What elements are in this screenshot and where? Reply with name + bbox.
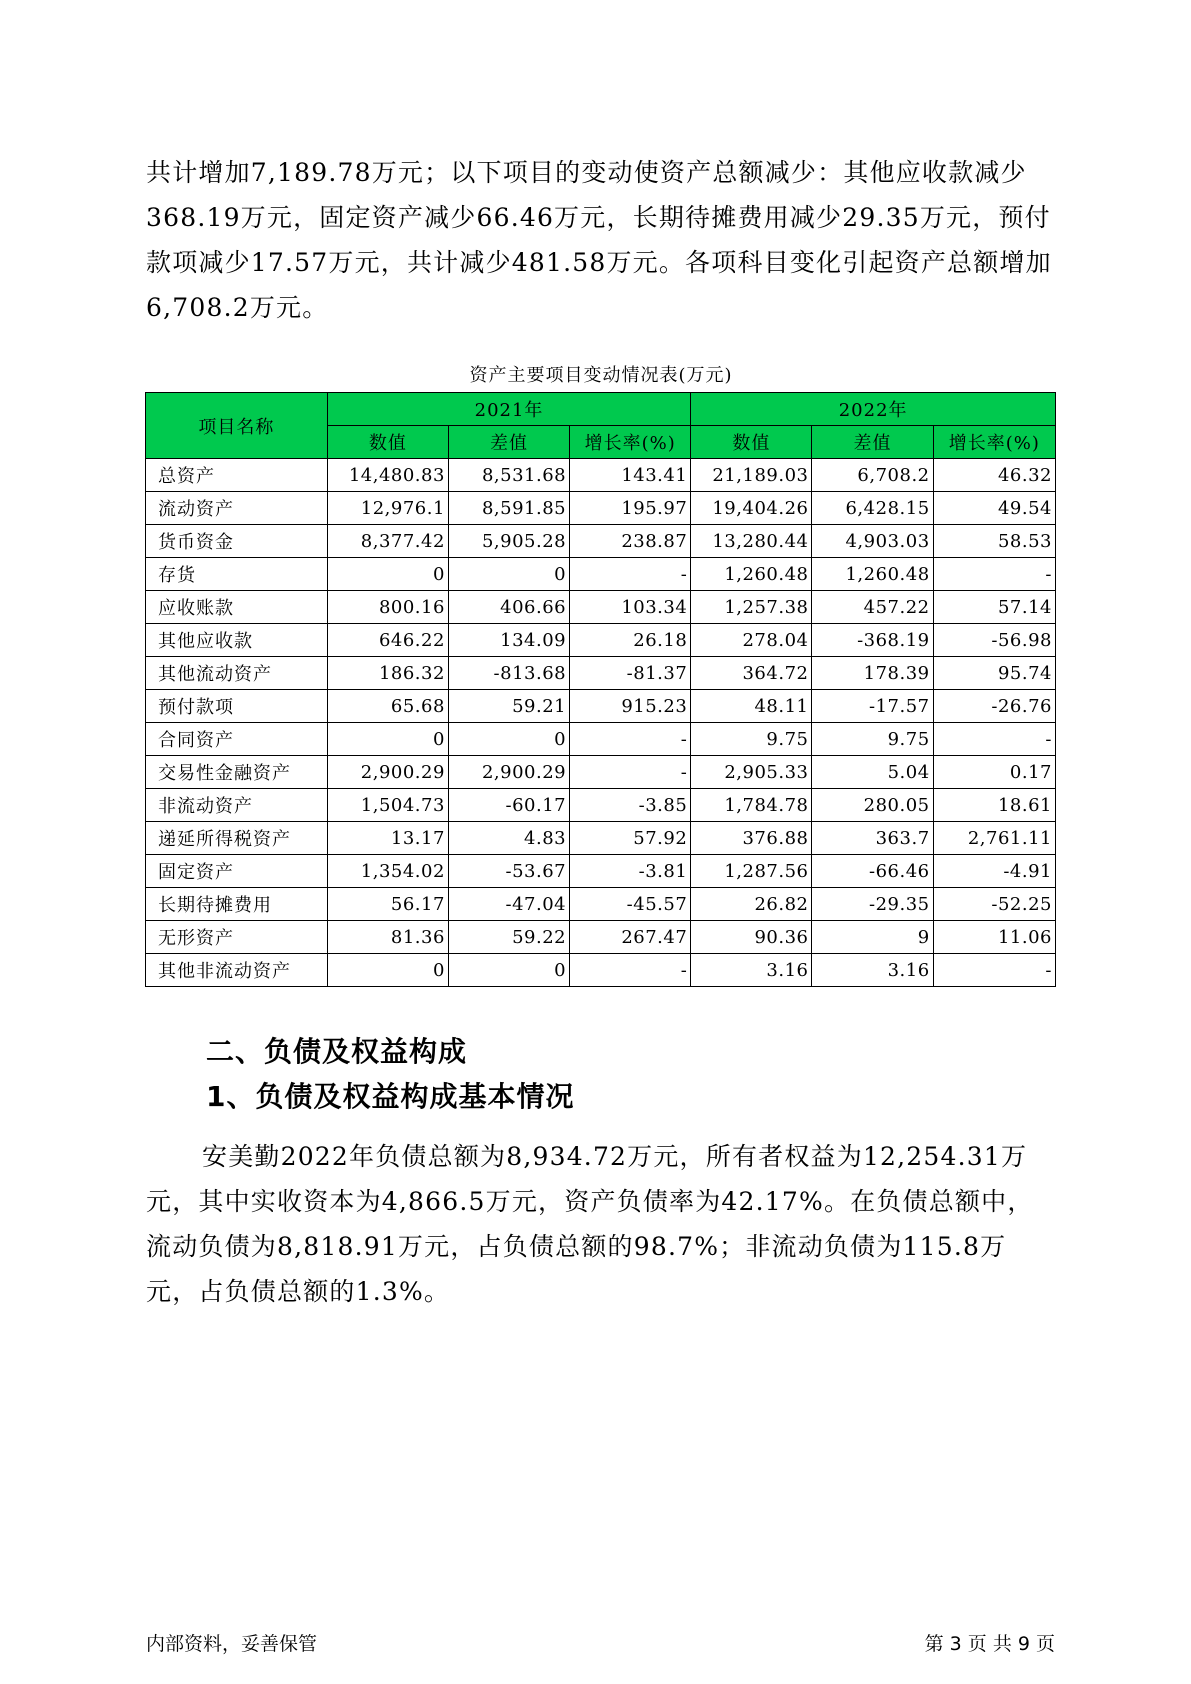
table-cell: 49.54 xyxy=(933,492,1055,525)
table-cell: 2,761.11 xyxy=(933,822,1055,855)
table-row xyxy=(146,624,1056,657)
table-cell: 57.92 xyxy=(570,822,691,855)
table-cell: 134.09 xyxy=(448,624,569,657)
row-item-name: 递延所得税资产 xyxy=(146,822,328,855)
row-item-name: 无形资产 xyxy=(146,921,328,954)
table-cell: 19,404.26 xyxy=(691,492,812,525)
table-cell: 278.04 xyxy=(691,624,812,657)
table-caption: 资产主要项目变动情况表(万元) xyxy=(469,365,733,386)
table-row xyxy=(146,591,1056,624)
table-cell: 6,428.15 xyxy=(812,492,933,525)
table-cell: 4,903.03 xyxy=(812,525,933,558)
table-row xyxy=(146,459,1056,492)
table-row xyxy=(146,921,1056,954)
table-cell: 178.39 xyxy=(812,657,933,690)
table-cell: 238.87 xyxy=(570,525,691,558)
table-row xyxy=(146,822,1056,855)
row-item-name: 存货 xyxy=(146,558,328,591)
table-row xyxy=(146,888,1056,921)
table-cell: -3.81 xyxy=(570,855,691,888)
table-cell: 57.14 xyxy=(933,591,1055,624)
table-cell: 2,905.33 xyxy=(691,756,812,789)
table-cell: 13,280.44 xyxy=(691,525,812,558)
row-item-name: 应收账款 xyxy=(146,591,328,624)
table-cell: 1,260.48 xyxy=(691,558,812,591)
table-cell: -3.85 xyxy=(570,789,691,822)
table-cell: 5,905.28 xyxy=(448,525,569,558)
asset-change-table xyxy=(145,392,1056,987)
table-cell: 800.16 xyxy=(327,591,448,624)
table-cell: 56.17 xyxy=(327,888,448,921)
table-cell: - xyxy=(570,954,691,987)
row-item-name: 固定资产 xyxy=(146,855,328,888)
table-cell: 1,260.48 xyxy=(812,558,933,591)
table-cell: 4.83 xyxy=(448,822,569,855)
table-cell: 3.16 xyxy=(691,954,812,987)
table-body xyxy=(146,459,1056,987)
table-cell: -60.17 xyxy=(448,789,569,822)
table-cell: 65.68 xyxy=(327,690,448,723)
table-row xyxy=(146,756,1056,789)
table-row xyxy=(146,723,1056,756)
table-cell: 1,504.73 xyxy=(327,789,448,822)
table-cell: -45.57 xyxy=(570,888,691,921)
table-cell: -17.57 xyxy=(812,690,933,723)
row-item-name: 交易性金融资产 xyxy=(146,756,328,789)
row-item-name: 其他流动资产 xyxy=(146,657,328,690)
table-cell: 915.23 xyxy=(570,690,691,723)
table-cell: 18.61 xyxy=(933,789,1055,822)
table-cell: 48.11 xyxy=(691,690,812,723)
table-cell: -26.76 xyxy=(933,690,1055,723)
table-row xyxy=(146,525,1056,558)
table-cell: 143.41 xyxy=(570,459,691,492)
row-item-name: 预付款项 xyxy=(146,690,328,723)
table-cell: 59.22 xyxy=(448,921,569,954)
intro-paragraph: 共计增加7,189.78万元；以下项目的变动使资产总额减少：其他应收款减少368.19万元，固定资产减少66.46万元，长期待摊费用减少29.35万元，预付款项减少17.57万元，共计减少481.58万元。各项科目变化引起资产总额增加6,708.2万元。 xyxy=(146,158,1052,322)
col-header-difference: 差值 xyxy=(812,426,933,459)
col-header-value: 数值 xyxy=(327,426,448,459)
table-cell: 457.22 xyxy=(812,591,933,624)
table-cell: 58.53 xyxy=(933,525,1055,558)
table-cell: 81.36 xyxy=(327,921,448,954)
table-cell: -47.04 xyxy=(448,888,569,921)
subsection-heading: 1、负债及权益构成基本情况 xyxy=(206,1080,575,1113)
table-cell: 59.21 xyxy=(448,690,569,723)
table-cell: 46.32 xyxy=(933,459,1055,492)
table-cell: 1,784.78 xyxy=(691,789,812,822)
table-cell: 376.88 xyxy=(691,822,812,855)
table-cell: 6,708.2 xyxy=(812,459,933,492)
body-paragraph: 安美勤2022年负债总额为8,934.72万元，所有者权益为12,254.31万元，其中实收资本为4,866.5万元，资产负债率为42.17%。在负债总额中，流动负债为8,818.91万元，占负债总额的98.7%；非流动负债为115.8万元，占负债总额的1.3%。 xyxy=(146,1142,1034,1306)
col-header-value: 数值 xyxy=(691,426,812,459)
table-cell: 14,480.83 xyxy=(327,459,448,492)
table-cell: -53.67 xyxy=(448,855,569,888)
year-header-2022: 2022年 xyxy=(691,393,1056,426)
table-cell: 26.82 xyxy=(691,888,812,921)
table-cell: 280.05 xyxy=(812,789,933,822)
table-cell: 0 xyxy=(327,954,448,987)
table-cell: 0 xyxy=(327,558,448,591)
table-cell: 5.04 xyxy=(812,756,933,789)
table-row xyxy=(146,558,1056,591)
table-cell: 13.17 xyxy=(327,822,448,855)
table-row xyxy=(146,657,1056,690)
table-row xyxy=(146,954,1056,987)
table-cell: 1,287.56 xyxy=(691,855,812,888)
table-row xyxy=(146,492,1056,525)
row-item-name: 流动资产 xyxy=(146,492,328,525)
row-item-name: 其他应收款 xyxy=(146,624,328,657)
table-cell: 0.17 xyxy=(933,756,1055,789)
table-cell: -4.91 xyxy=(933,855,1055,888)
table-cell: 267.47 xyxy=(570,921,691,954)
section-heading: 二、负债及权益构成 xyxy=(206,1035,468,1068)
table-row xyxy=(146,855,1056,888)
table-cell: 364.72 xyxy=(691,657,812,690)
table-cell: 1,257.38 xyxy=(691,591,812,624)
col-header-difference: 差值 xyxy=(448,426,569,459)
row-item-name: 总资产 xyxy=(146,459,328,492)
year-header-2021: 2021年 xyxy=(327,393,691,426)
row-item-name: 其他非流动资产 xyxy=(146,954,328,987)
table-cell: 2,900.29 xyxy=(327,756,448,789)
table-cell: 8,531.68 xyxy=(448,459,569,492)
table-cell: 9 xyxy=(812,921,933,954)
table-cell: 646.22 xyxy=(327,624,448,657)
table-cell: -81.37 xyxy=(570,657,691,690)
row-item-name: 合同资产 xyxy=(146,723,328,756)
col-header-growth-rate: 增长率(%) xyxy=(570,426,691,459)
table-cell: 11.06 xyxy=(933,921,1055,954)
table-cell: 0 xyxy=(448,723,569,756)
table-cell: 95.74 xyxy=(933,657,1055,690)
table-cell: 195.97 xyxy=(570,492,691,525)
table-cell: -66.46 xyxy=(812,855,933,888)
table-cell: - xyxy=(570,558,691,591)
table-cell: 186.32 xyxy=(327,657,448,690)
col-header-growth-rate: 增长率(%) xyxy=(933,426,1055,459)
row-item-name: 非流动资产 xyxy=(146,789,328,822)
table-cell: -813.68 xyxy=(448,657,569,690)
table-cell: - xyxy=(933,558,1055,591)
table-cell: 8,377.42 xyxy=(327,525,448,558)
row-item-name: 长期待摊费用 xyxy=(146,888,328,921)
footer-page-number: 第 3 页 共 9 页 xyxy=(924,1633,1055,1655)
table-cell: 26.18 xyxy=(570,624,691,657)
table-cell: - xyxy=(570,723,691,756)
table-cell: 0 xyxy=(448,954,569,987)
table-cell: - xyxy=(570,756,691,789)
table-cell: 3.16 xyxy=(812,954,933,987)
table-cell: 1,354.02 xyxy=(327,855,448,888)
table-cell: 21,189.03 xyxy=(691,459,812,492)
item-name-header: 项目名称 xyxy=(146,393,328,459)
table-cell: 90.36 xyxy=(691,921,812,954)
table-row xyxy=(146,789,1056,822)
table-cell: 8,591.85 xyxy=(448,492,569,525)
table-cell: 0 xyxy=(327,723,448,756)
table-cell: 0 xyxy=(448,558,569,591)
table-cell: -52.25 xyxy=(933,888,1055,921)
footer-confidential-note: 内部资料，妥善保管 xyxy=(146,1633,318,1655)
table-cell: 2,900.29 xyxy=(448,756,569,789)
table-cell: 12,976.1 xyxy=(327,492,448,525)
table-cell: 406.66 xyxy=(448,591,569,624)
table-cell: 9.75 xyxy=(691,723,812,756)
row-item-name: 货币资金 xyxy=(146,525,328,558)
table-cell: -368.19 xyxy=(812,624,933,657)
table-cell: - xyxy=(933,954,1055,987)
table-cell: 363.7 xyxy=(812,822,933,855)
table-row xyxy=(146,690,1056,723)
table-cell: -29.35 xyxy=(812,888,933,921)
table-cell: -56.98 xyxy=(933,624,1055,657)
table-cell: 103.34 xyxy=(570,591,691,624)
table-cell: - xyxy=(933,723,1055,756)
table-cell: 9.75 xyxy=(812,723,933,756)
